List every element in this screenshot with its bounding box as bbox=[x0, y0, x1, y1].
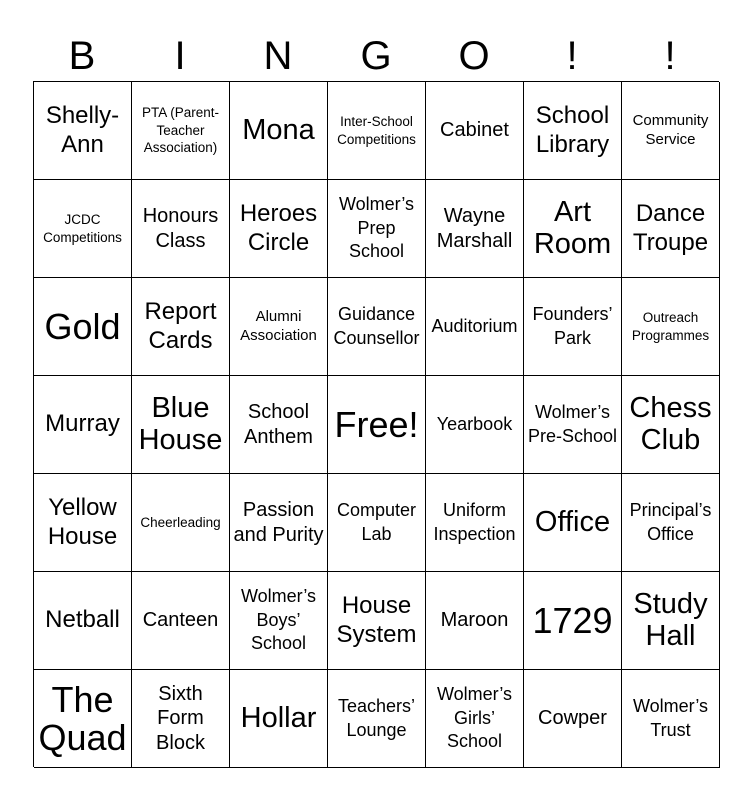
bingo-cell[interactable] bbox=[34, 670, 132, 768]
bingo-cell-label: Inter-School Competitions bbox=[337, 113, 416, 147]
bingo-cell[interactable] bbox=[132, 376, 230, 474]
bingo-cell[interactable] bbox=[622, 670, 720, 768]
header-letter: G bbox=[360, 34, 392, 78]
bingo-cell[interactable] bbox=[328, 180, 426, 278]
bingo-cell-label: Principal’s Office bbox=[629, 500, 712, 544]
bingo-cell[interactable] bbox=[132, 82, 230, 180]
bingo-cell[interactable] bbox=[34, 180, 132, 278]
bingo-cell-label: Murray bbox=[45, 410, 120, 438]
bingo-cell-label: Mona bbox=[242, 113, 315, 146]
bingo-cell-label: Auditorium bbox=[431, 315, 518, 336]
bingo-cell[interactable] bbox=[426, 670, 524, 768]
bingo-cell[interactable] bbox=[230, 572, 328, 670]
bingo-cell-label: Netball bbox=[45, 606, 120, 634]
header-letter: ! bbox=[664, 34, 676, 78]
bingo-cell-label: Community Service bbox=[632, 111, 709, 148]
bingo-cell-label: School Anthem bbox=[244, 401, 313, 448]
bingo-cell-label: Alumni Association bbox=[240, 307, 317, 344]
header-letter: B bbox=[68, 34, 96, 78]
bingo-cell[interactable] bbox=[426, 82, 524, 180]
bingo-cell[interactable] bbox=[524, 180, 622, 278]
bingo-cell[interactable] bbox=[524, 376, 622, 474]
bingo-cell[interactable] bbox=[230, 278, 328, 376]
header-letter: ! bbox=[566, 34, 578, 78]
bingo-cell-label: Teachers’ Lounge bbox=[337, 696, 416, 740]
bingo-cell[interactable] bbox=[230, 376, 328, 474]
bingo-cell[interactable] bbox=[328, 278, 426, 376]
header-letter: N bbox=[263, 34, 293, 78]
bingo-cell[interactable] bbox=[34, 572, 132, 670]
bingo-cell[interactable] bbox=[132, 572, 230, 670]
bingo-cell-label: Computer Lab bbox=[336, 500, 417, 544]
bingo-cell-label: Gold bbox=[44, 305, 121, 347]
bingo-cell-label: Hollar bbox=[240, 701, 317, 734]
bingo-cell[interactable] bbox=[622, 180, 720, 278]
bingo-cell[interactable] bbox=[132, 180, 230, 278]
bingo-cell-label: Dance Troupe bbox=[632, 200, 709, 256]
bingo-cell[interactable] bbox=[524, 82, 622, 180]
bingo-cell[interactable] bbox=[524, 670, 622, 768]
bingo-cell[interactable] bbox=[34, 82, 132, 180]
bingo-cell[interactable] bbox=[622, 474, 720, 572]
bingo-cell-label: Cheerleading bbox=[140, 514, 221, 530]
header-letter: I bbox=[174, 34, 186, 78]
bingo-cell[interactable] bbox=[426, 376, 524, 474]
bingo-cell-label: Blue House bbox=[138, 391, 223, 456]
bingo-cell-label: Uniform Inspection bbox=[433, 500, 516, 544]
bingo-cell-label: Wolmer’s Girls’ School bbox=[436, 684, 512, 752]
bingo-cell-label: Wolmer’s Trust bbox=[632, 696, 708, 740]
bingo-cell[interactable] bbox=[426, 180, 524, 278]
bingo-cell[interactable] bbox=[622, 572, 720, 670]
bingo-cell-label: Wolmer’s Pre-School bbox=[527, 402, 618, 446]
bingo-cell-label: Shelly-Ann bbox=[45, 102, 120, 158]
bingo-cell[interactable] bbox=[524, 572, 622, 670]
bingo-card-grid bbox=[33, 81, 719, 767]
bingo-cell-label: Cabinet bbox=[440, 119, 509, 142]
header-letter: O bbox=[458, 34, 490, 78]
bingo-cell-label: Guidance Counsellor bbox=[333, 304, 420, 348]
bingo-cell-label: Outreach Programmes bbox=[631, 309, 710, 343]
bingo-cell-label: PTA (Parent-Teacher Association) bbox=[141, 105, 220, 156]
bingo-cell-label: Report Cards bbox=[144, 298, 217, 354]
bingo-cell-label: Study Hall bbox=[633, 587, 708, 652]
bingo-cell-label: Art Room bbox=[533, 195, 612, 260]
bingo-cell[interactable] bbox=[132, 278, 230, 376]
bingo-cell[interactable] bbox=[426, 572, 524, 670]
bingo-cell-label: Maroon bbox=[440, 609, 509, 632]
bingo-cell[interactable] bbox=[132, 474, 230, 572]
bingo-cell[interactable] bbox=[622, 82, 720, 180]
bingo-cell-label: Free! bbox=[334, 403, 419, 445]
bingo-cell[interactable] bbox=[132, 670, 230, 768]
bingo-cell-label: Chess Club bbox=[629, 391, 712, 456]
bingo-cell[interactable] bbox=[230, 670, 328, 768]
bingo-cell[interactable] bbox=[230, 180, 328, 278]
bingo-cell-label: Yellow House bbox=[47, 494, 118, 550]
bingo-cell-label: Heroes Circle bbox=[239, 200, 318, 256]
bingo-cell-label: Sixth Form Block bbox=[156, 682, 205, 754]
bingo-cell[interactable] bbox=[426, 278, 524, 376]
bingo-cell[interactable] bbox=[34, 376, 132, 474]
bingo-cell[interactable] bbox=[622, 376, 720, 474]
bingo-cell-label: Honours Class bbox=[142, 205, 219, 252]
bingo-cell[interactable] bbox=[328, 670, 426, 768]
bingo-cell-label: House System bbox=[336, 592, 417, 648]
bingo-cell[interactable] bbox=[328, 376, 426, 474]
bingo-cell[interactable] bbox=[34, 474, 132, 572]
bingo-cell[interactable] bbox=[328, 572, 426, 670]
bingo-cell[interactable] bbox=[328, 474, 426, 572]
bingo-cell-label: Cowper bbox=[538, 707, 607, 730]
bingo-cell-label: Wolmer’s Prep School bbox=[338, 194, 414, 262]
bingo-cell-label: JCDC Competitions bbox=[43, 211, 122, 245]
bingo-cell-label: Canteen bbox=[142, 609, 219, 632]
bingo-cell-label: 1729 bbox=[532, 599, 613, 641]
bingo-cell-label: Wolmer’s Boys’ School bbox=[240, 586, 316, 654]
bingo-cell[interactable] bbox=[622, 278, 720, 376]
bingo-cell-label: School Library bbox=[535, 102, 610, 158]
bingo-cell[interactable] bbox=[524, 278, 622, 376]
bingo-cell[interactable] bbox=[230, 474, 328, 572]
bingo-cell-label: Yearbook bbox=[436, 413, 513, 434]
bingo-header bbox=[33, 30, 719, 82]
bingo-cell-label: Office bbox=[534, 505, 611, 538]
bingo-cell[interactable] bbox=[426, 474, 524, 572]
bingo-cell-label: Founders’ Park bbox=[532, 304, 613, 348]
bingo-cell[interactable] bbox=[230, 82, 328, 180]
bingo-cell-label: Passion and Purity bbox=[233, 499, 324, 546]
bingo-cell[interactable] bbox=[524, 474, 622, 572]
bingo-cell-label: Wayne Marshall bbox=[436, 205, 513, 252]
bingo-cell[interactable] bbox=[34, 278, 132, 376]
bingo-cell-label: The Quad bbox=[38, 678, 127, 758]
bingo-cell[interactable] bbox=[328, 82, 426, 180]
